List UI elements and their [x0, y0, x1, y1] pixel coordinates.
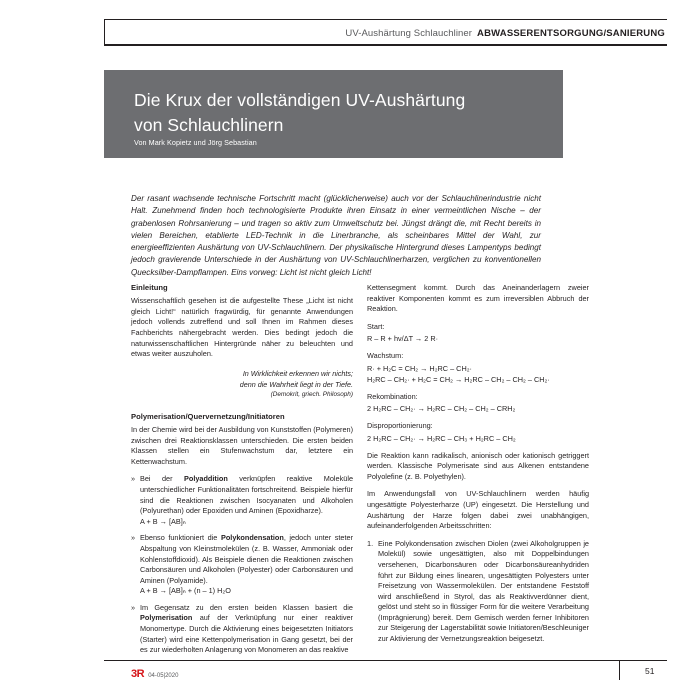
issue-label: 04-05|2020 — [148, 673, 179, 679]
label-wachstum: Wachstum: — [367, 351, 404, 361]
header-rule-bottom — [104, 44, 667, 46]
page-header — [104, 20, 667, 46]
label-disproportionierung: Disproportionierung: — [367, 421, 433, 431]
formula-polyaddition: A + B → [AB]ₙ — [140, 516, 186, 526]
formula-start: R – R + hν/ΔT → 2 R· — [367, 334, 439, 344]
pull-quote — [131, 369, 353, 400]
header-section-title: ABWASSERENTSORGUNG/SANIERUNG — [477, 27, 665, 39]
work-steps-list — [367, 539, 589, 645]
bullet-lead-in-3: Im Gegensatz zu den ersten beiden Klassen basiert die — [140, 602, 353, 612]
title-line-1: Die Krux der vollständigen UV-Aushärtung — [134, 90, 466, 110]
column-right — [367, 283, 589, 651]
formula-rekombination: 2 H₂RC – CH₂· → H₂RC – CH₂ – CH₂ – CRH₂ — [367, 404, 516, 414]
quote-line-1: In Wirklichkeit erkennen wir nichts; — [242, 368, 353, 378]
footer-rule — [104, 660, 667, 661]
label-start: Start: — [367, 321, 385, 331]
bullet-text-2: , jedoch unter steter Abspaltung von Kleinstmolekülen (z. B. Wasser, Ammoniak oder Kohlenstoffdioxid). Als Beispiele dienen die Reaktionen zwischen Carbonsäuren und Alkoholen (Polyester) oder Carbonsäuren und Aminen (Polyamide). — [140, 533, 354, 585]
formula-growth — [367, 364, 589, 386]
article-title-block — [104, 70, 563, 158]
formula-polykondensation: A + B → [AB]ₙ + (n – 1) H₂O — [140, 586, 231, 596]
heading-einleitung: Einleitung — [131, 283, 168, 292]
paragraph-kettensegment: Kettensegment kommt. Durch das Aneinanderlagern zweier reaktiver Komponenten kommt es zum irreversiblen Abbruch der Reaktion. — [367, 283, 589, 314]
column-left — [131, 283, 353, 662]
list-item — [131, 603, 353, 656]
list-item — [131, 533, 353, 596]
label-rekombination: Rekombination: — [367, 391, 418, 401]
formula-growth-line-1: R· + H₂C = CH₂ → H₂RC – CH₂· — [367, 363, 472, 373]
paragraph-reaktion-trigger: Die Reaktion kann radikalisch, anionisch oder kationisch getriggert werden. Klassische Polymerisate sind aus Alkenen entstandene Polyolefine (z. B. Polyethylen). — [367, 450, 589, 481]
title-line-2: von Schlauchlinern — [134, 114, 284, 135]
paragraph-polymerisation-intro: In der Chemie wird bei der Ausbildung von Kunststoffen (Polymeren) zwischen drei Reaktionsklassen unterschieden. Die ersten beiden Klassen stellen ein Stufenwachstum dar, letztere ein Kettenwachstum. — [131, 425, 353, 466]
article-byline: Von Mark Kopietz und Jörg Sebastian — [134, 138, 257, 147]
paragraph-einleitung: Wissenschaftlich gesehen ist die aufgestellte These „Licht ist nicht gleich Licht!“ natürlich fragwürdig, für genannte Anwendungen jedoch vollends zutreffend und soll Ihnen im Rahmen dieses Fachberichts nähergebracht werden. Dies bedingt jedoch die naturwissenschaftlichen Hintergründe näher zu beleuchten und etwas weiter auszuholen. — [131, 296, 353, 359]
formula-growth-line-2: H₂RC – CH₂· + H₂C = CH₂ → H₂RC – CH₂ – CH₂ – CH₂· — [367, 374, 550, 384]
footer-page-tick — [619, 660, 620, 680]
list-item — [131, 474, 353, 527]
quote-line-2: denn die Wahrheit liegt in der Tiefe. — [239, 379, 353, 389]
bullet-text-1: verknüpfen reaktive Moleküle unterschiedlicher Funktionalitäten fortschreitend. Beispiele hierfür sind die Reaktionen zwischen Isocyanaten und Alkoholen (Polyurethan) oder Epoxiden und Aminen (Epoxidharze). — [140, 474, 353, 516]
header-breadcrumb: UV-Aushärtung Schlauchliner — [345, 27, 473, 39]
bullet-lead-in-1: Bei der — [140, 474, 184, 484]
bullet-text-3: auf der Verknüpfung nur einer reaktiver Monomertype. Durch die Aktivierung eines beigesetzten Initiators (Starter) wird eine Kettenpolymerisation in Gang gesetzt, bei der es zur wiederholten Anlagerung von Monomeren an das reaktive — [140, 613, 353, 655]
page-title — [134, 88, 543, 138]
quote-source: (Demokrit, griech. Philosoph) — [270, 391, 353, 399]
reaction-class-list — [131, 474, 353, 655]
heading-polymerisation: Polymerisation/Quervernetzung/Initiatoren — [131, 411, 285, 421]
list-item: Eine Polykondensation zwischen Diolen (zwei Alkoholgruppen je Molekül) sowie ungesättigten, also mit Doppelbindungen versehenen, Dicarbonsäuren oder Dicarbonsäureanhydriden führt zur Bildung eines linearen, ungesättigten Polyesters unter Freisetzung von Wassermolekülen. Der entstandene Feststoff wird anschließend in Styrol, das als Reaktivverdünner dient, gelöst und steht so in flüssiger Form für die weitere Verarbeitung (Imprägnierung) bereit. Dem Gemisch werden ferner Inhibitoren zur Steigerung der Lagerstabilität sowie Initiatoren/Beschleuniger zur Aktivierung der Vernetzungsreaktion beigesetzt. — [378, 538, 589, 643]
bullet-lead-in-2: Ebenso funktioniert die — [140, 533, 221, 543]
formula-disproportionierung: 2 H₂RC – CH₂· → H₂RC – CH₃ + H₂RC – CH₂ — [367, 433, 516, 443]
bullet-term-1: Polyaddition — [184, 474, 228, 484]
bullet-term-2: Polykondensation — [220, 533, 284, 543]
footer-logo — [131, 668, 178, 680]
brand-logo: 3R — [131, 668, 145, 680]
page-number: 51 — [645, 666, 655, 676]
bullet-term-3: Polymerisation — [140, 613, 193, 623]
paragraph-up-harze: Im Anwendungsfall von UV-Schlauchlinern werden häufig ungesättigte Polyesterharze (UP) eingesetzt. Die Herstellung und Aushärtung der Harze folgen dabei zwei unabhängigen, aufeinanderfolgenden Arbeitsschritten: — [367, 489, 589, 531]
article-lead: Der rasant wachsende technische Fortschritt macht (glücklicherweise) auch vor der Schlauchlinerindustrie nicht Halt. Zunehmend finden hoch technologisierte Produkte ihren Einsatz in einer vermeintlichen Nische – der grabenlosen Rohrsanierung – und tragen so aktiv zum Umweltschutz bei. Jüngst drängt die, mit Recht bereits in vielen Bereichen, etablierte LED-Technik in die Linerbranche, als scheinbares Mittel der Wahl, zur energieeffizienten Aushärtung von UV-Schlauchlinern. Der physikalische Hintergrund dieses Lampentyps bedingt jedoch gravierende Unterschiede in der Aushärtung von UV-Schlauchlinerharzen, verglichen zu konventionellen Quecksilber-Dampflampen. Eins vorweg: Licht ist nicht gleich Licht! — [131, 194, 541, 277]
